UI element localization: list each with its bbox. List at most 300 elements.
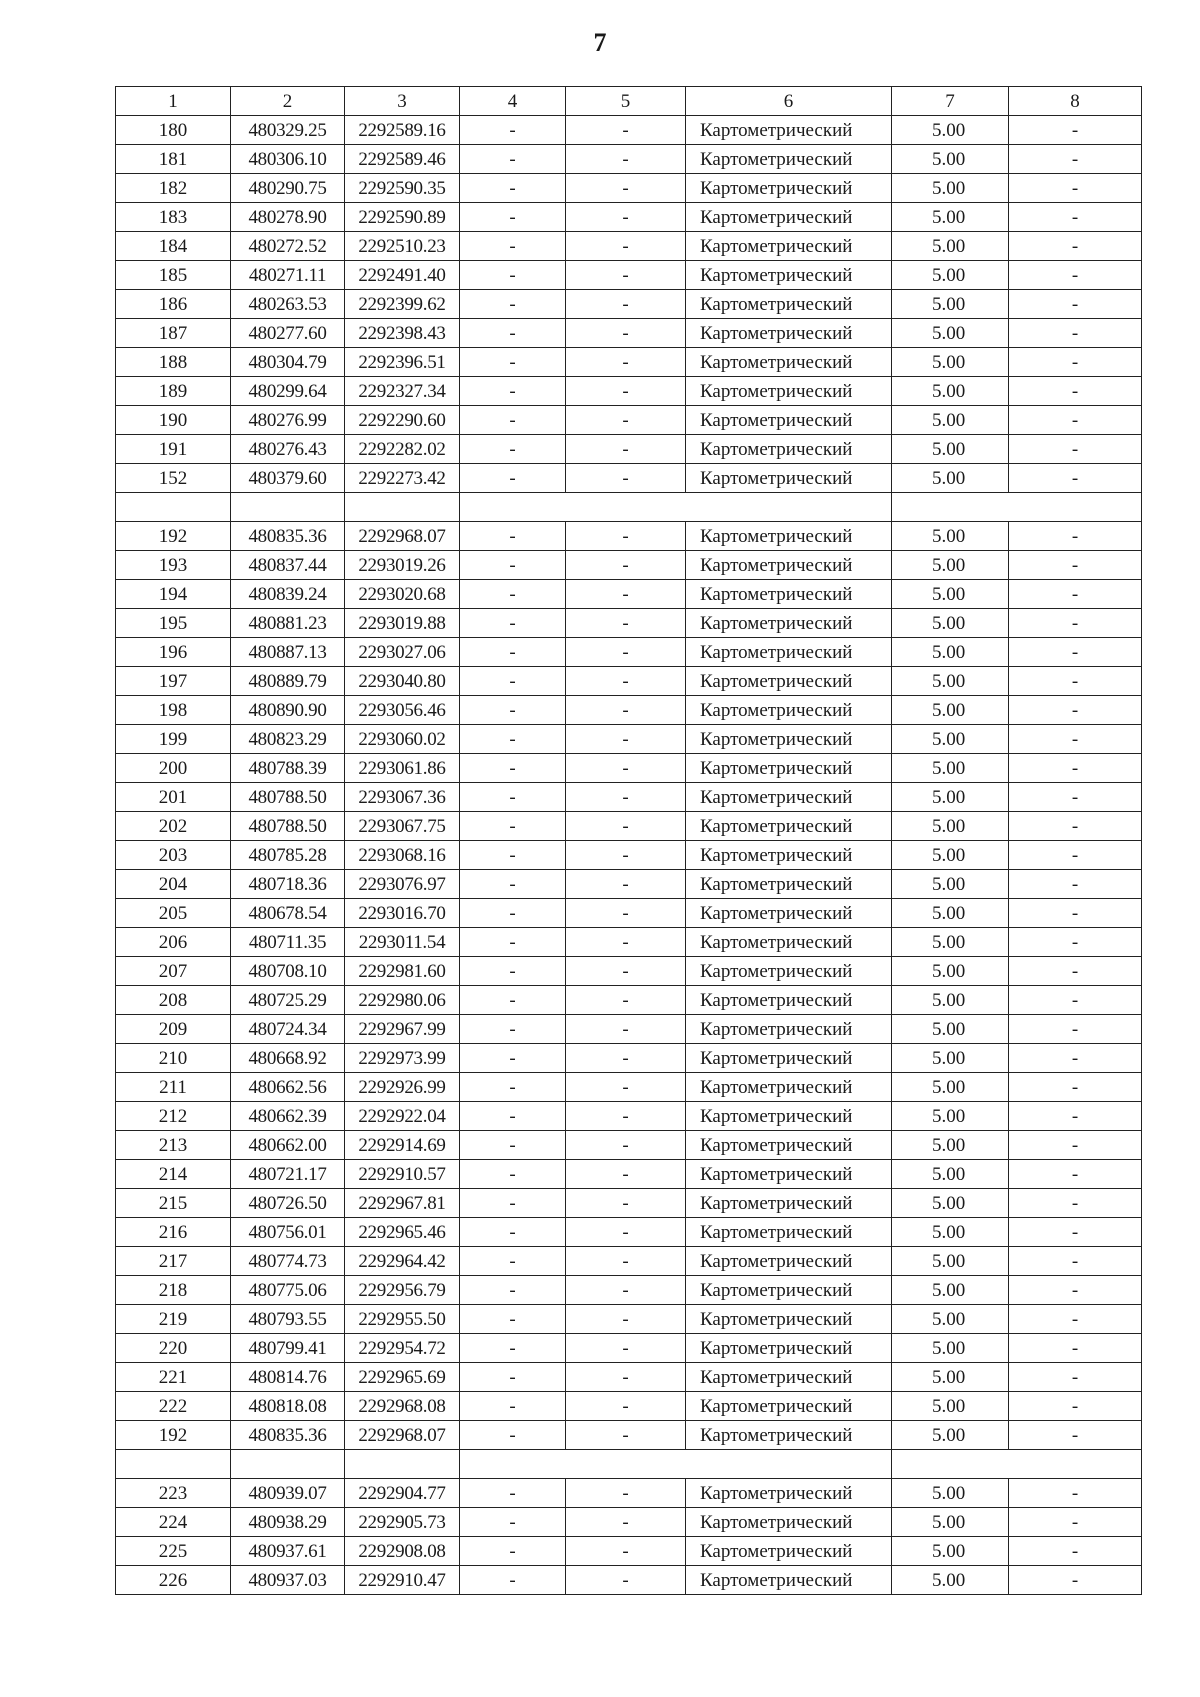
cell-coord-x: 480835.36 [231,522,345,551]
cell-method: Картометрический [686,754,892,783]
cell-col-5: - [566,899,686,928]
cell-col-8: - [1009,406,1142,435]
cell-method: Картометрический [686,174,892,203]
cell-coord-x: 480678.54 [231,899,345,928]
cell-coord-x: 480724.34 [231,1015,345,1044]
cell-point-number: 192 [116,522,231,551]
cell-col-4: - [460,145,566,174]
cell-col-8: - [1009,464,1142,493]
cell-accuracy: 5.00 [892,696,1009,725]
cell-coord-y: 2292905.73 [345,1508,460,1537]
cell-accuracy: 5.00 [892,638,1009,667]
cell-point-number: 211 [116,1073,231,1102]
cell-coord-y: 2293016.70 [345,899,460,928]
cell-accuracy: 5.00 [892,377,1009,406]
cell-coord-x: 480938.29 [231,1508,345,1537]
cell-col-4: - [460,1421,566,1450]
table-row [116,1508,1142,1537]
cell-coord-x: 480276.43 [231,435,345,464]
cell-col-8: - [1009,1363,1142,1392]
cell-col-8 [1009,1450,1142,1479]
cell-col-5: - [566,377,686,406]
cell-point-number [116,493,231,522]
table-row [116,435,1142,464]
cell-col-4: - [460,464,566,493]
cell-method: Картометрический [686,1160,892,1189]
table-row [116,1421,1142,1450]
cell-coord-y [345,1450,460,1479]
cell-accuracy: 5.00 [892,928,1009,957]
cell-method: Картометрический [686,1421,892,1450]
cell-coord-x: 480785.28 [231,841,345,870]
cell-col-8: - [1009,928,1142,957]
cell-col-8: - [1009,1102,1142,1131]
table-row [116,870,1142,899]
cell-method: Картометрический [686,812,892,841]
cell-col-5: - [566,203,686,232]
cell-accuracy: 5.00 [892,319,1009,348]
cell-col-8: - [1009,232,1142,261]
cell-col-4: - [460,1102,566,1131]
cell-coord-y: 2292968.07 [345,522,460,551]
separator-row [116,493,1142,522]
cell-method: Картометрический [686,464,892,493]
cell-point-number: 197 [116,667,231,696]
cell-col-4: - [460,1334,566,1363]
cell-method: Картометрический [686,986,892,1015]
cell-col-4: - [460,957,566,986]
table-row [116,1218,1142,1247]
cell-point-number: 214 [116,1160,231,1189]
cell-coord-y: 2292954.72 [345,1334,460,1363]
cell-coord-y: 2292908.08 [345,1537,460,1566]
cell-col-4: - [460,899,566,928]
header-cell: 5 [566,87,686,116]
cell-coord-y: 2292968.08 [345,1392,460,1421]
cell-point-number: 209 [116,1015,231,1044]
cell-point-number: 222 [116,1392,231,1421]
cell-point-number: 204 [116,870,231,899]
cell-col-5: - [566,667,686,696]
cell-point-number: 192 [116,1421,231,1450]
cell-point-number: 194 [116,580,231,609]
cell-col-4: - [460,174,566,203]
cell-col-4: - [460,580,566,609]
cell-col-4: - [460,1508,566,1537]
cell-col-8: - [1009,899,1142,928]
cell-method: Картометрический [686,870,892,899]
table-row [116,1102,1142,1131]
cell-coord-y: 2292973.99 [345,1044,460,1073]
cell-coord-y: 2292590.89 [345,203,460,232]
cell-method: Картометрический [686,319,892,348]
cell-col-5: - [566,1015,686,1044]
cell-col-5: - [566,1247,686,1276]
cell-point-number: 183 [116,203,231,232]
cell-method: Картометрический [686,1537,892,1566]
cell-coord-x: 480299.64 [231,377,345,406]
cell-coord-y: 2292981.60 [345,957,460,986]
cell-accuracy: 5.00 [892,232,1009,261]
cell-col-5: - [566,986,686,1015]
cell-coord-x: 480937.03 [231,1566,345,1595]
cell-col-5: - [566,638,686,667]
header-cell: 7 [892,87,1009,116]
cell-accuracy: 5.00 [892,1479,1009,1508]
cell-col-5: - [566,1363,686,1392]
cell-coord-y: 2292968.07 [345,1421,460,1450]
cell-accuracy: 5.00 [892,1363,1009,1392]
table-row [116,522,1142,551]
table-row [116,1392,1142,1421]
cell-accuracy: 5.00 [892,522,1009,551]
cell-point-number: 213 [116,1131,231,1160]
cell-coord-y: 2292273.42 [345,464,460,493]
cell-coord-y: 2292282.02 [345,435,460,464]
header-cell: 6 [686,87,892,116]
table-row [116,1334,1142,1363]
cell-accuracy: 5.00 [892,1276,1009,1305]
cell-col-4: - [460,522,566,551]
cell-point-number: 210 [116,1044,231,1073]
table-row [116,667,1142,696]
cell-col-8: - [1009,725,1142,754]
cell-coord-x: 480668.92 [231,1044,345,1073]
cell-col-5: - [566,1305,686,1334]
cell-accuracy: 5.00 [892,1566,1009,1595]
cell-coord-x: 480887.13 [231,638,345,667]
cell-accuracy: 5.00 [892,725,1009,754]
cell-method: Картометрический [686,667,892,696]
cell-point-number: 215 [116,1189,231,1218]
cell-point-number: 189 [116,377,231,406]
cell-coord-y: 2292491.40 [345,261,460,290]
cell-coord-x: 480788.50 [231,783,345,812]
cell-col-5: - [566,464,686,493]
cell-accuracy: 5.00 [892,261,1009,290]
cell-col-4: - [460,725,566,754]
cell-coord-y: 2292964.42 [345,1247,460,1276]
cell-accuracy: 5.00 [892,1537,1009,1566]
cell-col-8: - [1009,580,1142,609]
table-row [116,638,1142,667]
cell-coord-y: 2292904.77 [345,1479,460,1508]
cell-point-number: 226 [116,1566,231,1595]
cell-accuracy: 5.00 [892,986,1009,1015]
cell-accuracy [892,493,1009,522]
cell-point-number: 152 [116,464,231,493]
cell-point-number: 205 [116,899,231,928]
cell-coord-y: 2292926.99 [345,1073,460,1102]
cell-col-5: - [566,116,686,145]
cell-coord-y: 2292965.69 [345,1363,460,1392]
cell-col-4: - [460,841,566,870]
cell-coord-y: 2292955.50 [345,1305,460,1334]
header-cell: 1 [116,87,231,116]
cell-col-4: - [460,377,566,406]
cell-col-8: - [1009,1015,1142,1044]
cell-coord-x: 480835.36 [231,1421,345,1450]
cell-point-number: 206 [116,928,231,957]
cell-coord-y [345,493,460,522]
table-row [116,899,1142,928]
cell-coord-x: 480277.60 [231,319,345,348]
cell-col-8: - [1009,116,1142,145]
cell-coord-x: 480329.25 [231,116,345,145]
cell-method: Картометрический [686,1131,892,1160]
cell-accuracy: 5.00 [892,783,1009,812]
table-body [116,87,1142,1595]
cell-method: Картометрический [686,1566,892,1595]
cell-method: Картометрический [686,899,892,928]
cell-point-number: 195 [116,609,231,638]
cell-col-5: - [566,1073,686,1102]
cell-point-number: 186 [116,290,231,319]
table-row [116,319,1142,348]
cell-col-8: - [1009,1537,1142,1566]
cell-coord-x: 480818.08 [231,1392,345,1421]
table-row [116,1537,1142,1566]
cell-method: Картометрический [686,1334,892,1363]
coordinates-table [115,86,1142,1595]
cell-coord-y: 2292967.81 [345,1189,460,1218]
cell-coord-x: 480272.52 [231,232,345,261]
cell-col-4: - [460,667,566,696]
cell-col-8: - [1009,754,1142,783]
cell-col-4: - [460,551,566,580]
cell-coord-x [231,493,345,522]
cell-coord-y: 2292967.99 [345,1015,460,1044]
cell-col-4: - [460,232,566,261]
cell-coord-y: 2293067.75 [345,812,460,841]
cell-point-number: 193 [116,551,231,580]
table-row [116,406,1142,435]
cell-col-8: - [1009,522,1142,551]
cell-coord-x: 480718.36 [231,870,345,899]
cell-point-number: 191 [116,435,231,464]
cell-coord-y: 2292589.46 [345,145,460,174]
cell-col-4: - [460,406,566,435]
cell-col-4: - [460,870,566,899]
cell-col-8: - [1009,1218,1142,1247]
cell-coord-x: 480939.07 [231,1479,345,1508]
cell-col-8: - [1009,1044,1142,1073]
cell-coord-y: 2292914.69 [345,1131,460,1160]
cell-coord-x: 480662.39 [231,1102,345,1131]
cell-coord-x: 480881.23 [231,609,345,638]
cell-col-8: - [1009,319,1142,348]
cell-point-number [116,1450,231,1479]
cell-col-5: - [566,435,686,464]
cell-col-4: - [460,1160,566,1189]
cell-accuracy: 5.00 [892,1073,1009,1102]
cell-coord-y: 2292980.06 [345,986,460,1015]
cell-col-4: - [460,1305,566,1334]
cell-coord-y: 2293060.02 [345,725,460,754]
header-cell: 4 [460,87,566,116]
cell-method: Картометрический [686,290,892,319]
cell-method: Картометрический [686,696,892,725]
cell-method: Картометрический [686,1363,892,1392]
cell-method: Картометрический [686,406,892,435]
cell-coord-y: 2292327.34 [345,377,460,406]
cell-col-5: - [566,1044,686,1073]
table-row [116,1566,1142,1595]
table-row [116,986,1142,1015]
cell-col-5: - [566,1421,686,1450]
cell-col-8: - [1009,1276,1142,1305]
cell-accuracy: 5.00 [892,1508,1009,1537]
cell-coord-x: 480788.50 [231,812,345,841]
cell-method: Картометрический [686,145,892,174]
cell-coord-y: 2293019.88 [345,609,460,638]
cell-col-5: - [566,319,686,348]
cell-coord-x: 480814.76 [231,1363,345,1392]
cell-coord-y: 2292922.04 [345,1102,460,1131]
cell-accuracy: 5.00 [892,551,1009,580]
cell-point-number: 224 [116,1508,231,1537]
cell-method: Картометрический [686,1073,892,1102]
cell-coord-y: 2293061.86 [345,754,460,783]
cell-coord-x: 480278.90 [231,203,345,232]
cell-point-number: 180 [116,116,231,145]
table-row [116,145,1142,174]
table-row [116,348,1142,377]
cell-method [686,493,892,522]
table-row [116,725,1142,754]
cell-col-8 [1009,493,1142,522]
cell-col-5: - [566,1160,686,1189]
cell-point-number: 221 [116,1363,231,1392]
cell-col-5: - [566,609,686,638]
cell-col-4: - [460,348,566,377]
cell-coord-x: 480726.50 [231,1189,345,1218]
cell-col-8: - [1009,1566,1142,1595]
cell-point-number: 184 [116,232,231,261]
cell-col-8: - [1009,1479,1142,1508]
cell-point-number: 188 [116,348,231,377]
cell-col-5: - [566,261,686,290]
cell-point-number: 181 [116,145,231,174]
cell-method: Картометрический [686,725,892,754]
cell-method: Картометрический [686,841,892,870]
cell-point-number: 182 [116,174,231,203]
cell-col-8: - [1009,174,1142,203]
separator-row [116,1450,1142,1479]
cell-coord-x: 480276.99 [231,406,345,435]
cell-col-5: - [566,406,686,435]
table-row [116,754,1142,783]
cell-col-5: - [566,522,686,551]
cell-coord-x: 480263.53 [231,290,345,319]
cell-point-number: 203 [116,841,231,870]
cell-coord-x: 480756.01 [231,1218,345,1247]
cell-accuracy: 5.00 [892,870,1009,899]
cell-method: Картометрический [686,377,892,406]
cell-col-4: - [460,1392,566,1421]
cell-col-5: - [566,1537,686,1566]
cell-method: Картометрический [686,609,892,638]
cell-point-number: 187 [116,319,231,348]
cell-accuracy: 5.00 [892,1044,1009,1073]
cell-col-4: - [460,1189,566,1218]
table-row [116,203,1142,232]
table-row [116,1015,1142,1044]
cell-col-5: - [566,725,686,754]
cell-method: Картометрический [686,638,892,667]
cell-accuracy: 5.00 [892,203,1009,232]
cell-coord-y: 2292396.51 [345,348,460,377]
cell-col-4: - [460,1363,566,1392]
cell-col-4: - [460,435,566,464]
cell-col-8: - [1009,551,1142,580]
cell-col-8: - [1009,667,1142,696]
cell-coord-y: 2292910.47 [345,1566,460,1595]
cell-point-number: 200 [116,754,231,783]
cell-accuracy: 5.00 [892,174,1009,203]
cell-col-5: - [566,580,686,609]
cell-col-4: - [460,812,566,841]
table-row [116,1044,1142,1073]
cell-col-5: - [566,1276,686,1305]
cell-accuracy: 5.00 [892,290,1009,319]
cell-accuracy: 5.00 [892,1218,1009,1247]
cell-method: Картометрический [686,522,892,551]
cell-col-5 [566,493,686,522]
cell-method: Картометрический [686,348,892,377]
cell-point-number: 212 [116,1102,231,1131]
cell-col-4: - [460,1276,566,1305]
table-row [116,1189,1142,1218]
cell-accuracy: 5.00 [892,145,1009,174]
cell-col-8: - [1009,348,1142,377]
cell-method: Картометрический [686,1044,892,1073]
cell-point-number: 218 [116,1276,231,1305]
cell-coord-x: 480708.10 [231,957,345,986]
cell-col-4: - [460,1218,566,1247]
cell-col-4: - [460,1566,566,1595]
cell-col-8: - [1009,783,1142,812]
cell-coord-x: 480788.39 [231,754,345,783]
cell-col-4: - [460,696,566,725]
cell-col-8: - [1009,1421,1142,1450]
cell-col-8: - [1009,261,1142,290]
cell-accuracy: 5.00 [892,1189,1009,1218]
cell-method: Картометрический [686,261,892,290]
cell-coord-y: 2293040.80 [345,667,460,696]
cell-accuracy: 5.00 [892,812,1009,841]
header-cell: 3 [345,87,460,116]
cell-coord-y: 2293019.26 [345,551,460,580]
cell-coord-x: 480271.11 [231,261,345,290]
cell-coord-x: 480721.17 [231,1160,345,1189]
cell-coord-x: 480290.75 [231,174,345,203]
cell-accuracy: 5.00 [892,1247,1009,1276]
table-row [116,464,1142,493]
cell-coord-x: 480662.56 [231,1073,345,1102]
cell-point-number: 201 [116,783,231,812]
cell-method: Картометрический [686,551,892,580]
cell-point-number: 199 [116,725,231,754]
header-cell: 2 [231,87,345,116]
cell-point-number: 185 [116,261,231,290]
cell-col-8: - [1009,290,1142,319]
table-row [116,1305,1142,1334]
cell-point-number: 196 [116,638,231,667]
cell-col-5: - [566,812,686,841]
cell-col-5: - [566,928,686,957]
cell-col-5: - [566,1508,686,1537]
